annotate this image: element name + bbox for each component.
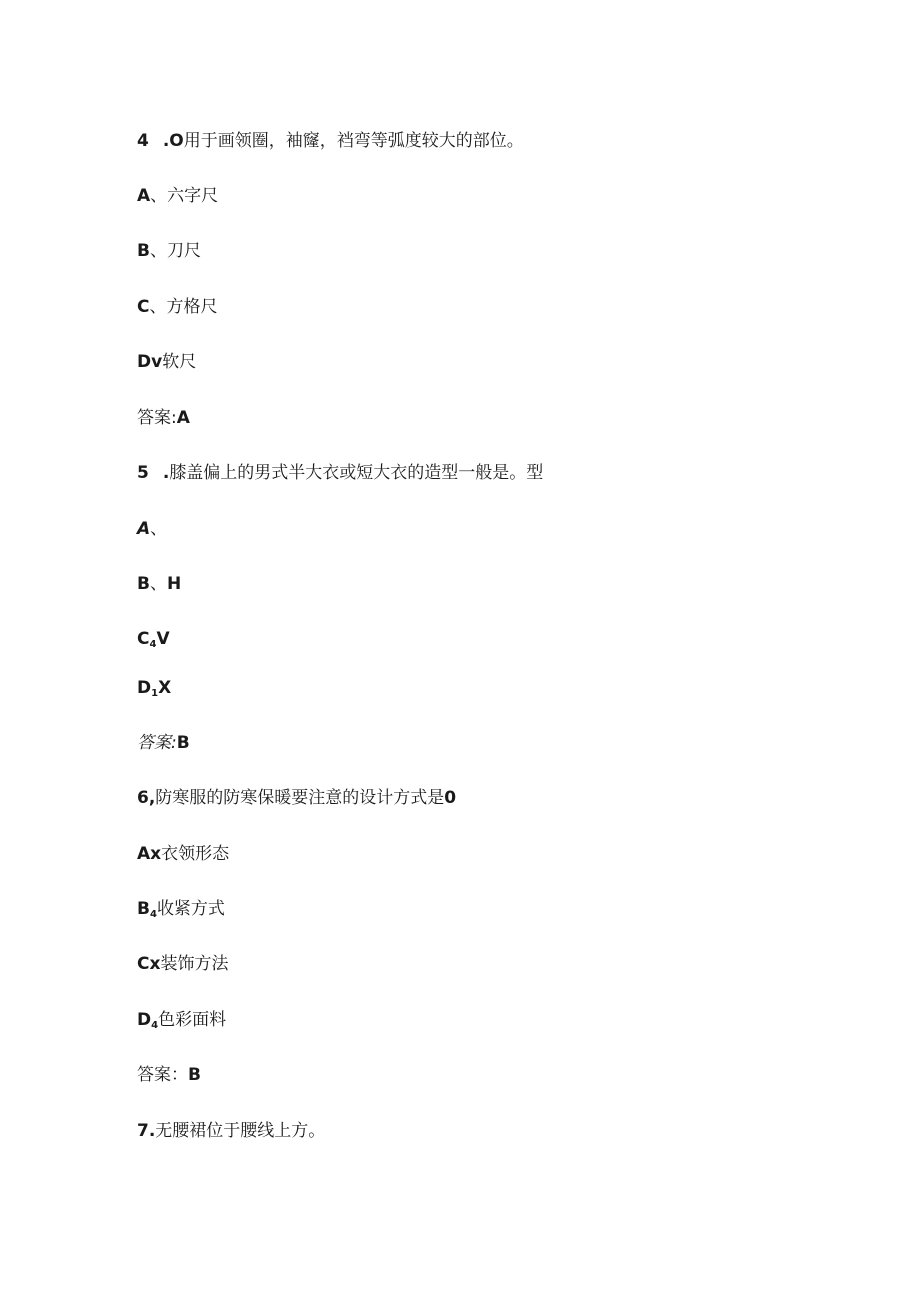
option-text: 刀尺	[166, 241, 201, 261]
question-6-stem	[137, 787, 456, 809]
option-label: D	[137, 678, 152, 698]
question-number: 6,	[137, 788, 156, 808]
question-prefix: .O	[162, 131, 184, 151]
answer-label: 答案：	[137, 1065, 188, 1085]
question-6-answer	[137, 1064, 201, 1086]
answer-label: 答案:	[137, 408, 177, 428]
question-5-answer	[137, 732, 190, 754]
question-5-option-b	[137, 573, 181, 595]
question-7-stem	[137, 1120, 325, 1142]
question-prefix: .	[162, 463, 170, 483]
option-label: B	[137, 241, 150, 261]
option-text: 方格尺	[166, 297, 218, 317]
question-4-option-a	[137, 185, 218, 207]
answer-value: A	[176, 408, 190, 428]
option-separator: 4	[149, 909, 157, 920]
option-separator: 4	[151, 1020, 159, 1031]
question-4-option-d	[137, 351, 196, 373]
option-separator: 、	[150, 519, 168, 539]
answer-value: B	[176, 733, 190, 753]
option-text: 色彩面料	[158, 1010, 227, 1030]
option-label: A	[137, 186, 151, 206]
answer-value: B	[188, 1065, 201, 1085]
question-6-option-b	[137, 898, 225, 926]
question-text: 无腰裙位于腰线上方。	[155, 1121, 326, 1141]
option-separator: 、	[149, 297, 167, 317]
question-6-option-d	[137, 1009, 226, 1037]
option-text: 衣领形态	[161, 844, 230, 864]
option-text: 软尺	[162, 352, 197, 372]
question-text: 防寒服的防寒保暖要注意的设计方式是	[155, 788, 445, 808]
question-4-option-c	[137, 296, 217, 318]
option-text: 装饰方法	[160, 954, 229, 974]
option-label: C	[137, 629, 150, 649]
question-number: 4	[137, 131, 149, 151]
question-5-stem	[137, 462, 543, 484]
question-6-option-c	[137, 953, 228, 975]
question-4-option-b	[137, 240, 201, 262]
option-text: 收紧方式	[156, 899, 225, 919]
option-label: B	[137, 574, 150, 594]
option-separator: 、	[149, 241, 167, 261]
option-text: X	[158, 678, 172, 698]
question-5-option-d	[137, 677, 171, 705]
option-separator: 4	[149, 639, 157, 650]
option-separator: 1	[151, 688, 159, 699]
question-5-option-c	[137, 628, 170, 656]
option-label: Cx	[137, 954, 161, 974]
question-number: 7.	[137, 1121, 156, 1141]
question-suffix: 0	[444, 788, 457, 808]
option-label: D	[137, 1010, 152, 1030]
option-label: B	[137, 899, 150, 919]
question-4-answer	[137, 407, 190, 429]
option-text: 六字尺	[167, 186, 219, 206]
question-text: 膝盖偏上的男式半大衣或短大衣的造型一般是。型	[169, 463, 544, 483]
option-text: H	[166, 574, 182, 594]
question-6-option-a	[137, 843, 229, 865]
question-4-stem	[137, 130, 524, 152]
question-number: 5	[137, 463, 149, 483]
option-label: A	[137, 519, 151, 539]
option-separator: 、	[150, 186, 168, 206]
option-label: C	[137, 297, 150, 317]
option-label: Ax	[137, 844, 162, 864]
option-separator: 、	[149, 574, 167, 594]
question-5-option-a	[137, 518, 167, 540]
option-label: Dv	[137, 352, 163, 372]
answer-label: 答案:	[137, 733, 177, 753]
question-text: 用于画领圈，袖窿，裆弯等弧度较大的部位。	[183, 131, 524, 151]
option-text: V	[156, 629, 170, 649]
